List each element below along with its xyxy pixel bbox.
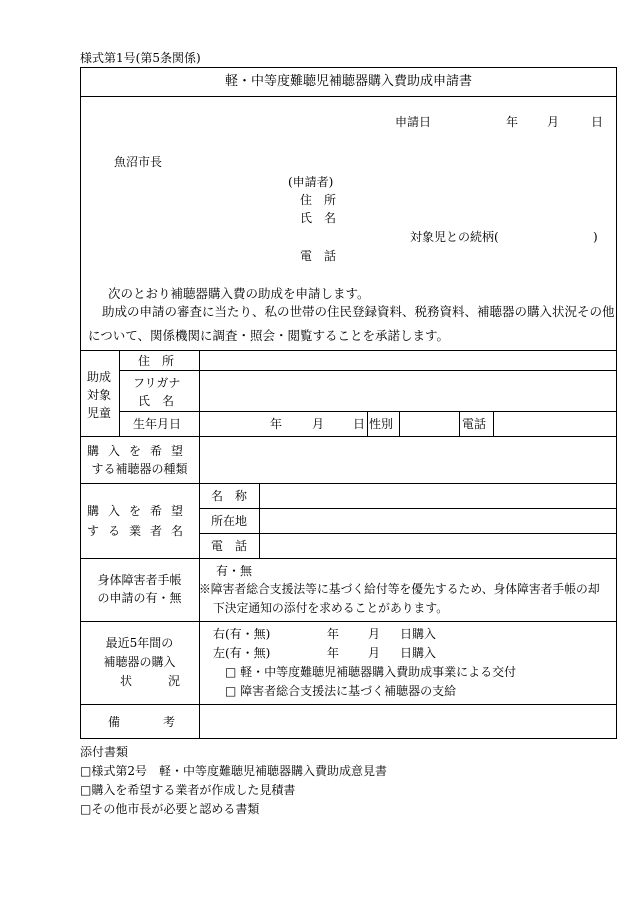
history-option-support-act[interactable]: □ 障害者総合支援法に基づく補聴器の支給: [225, 684, 457, 698]
remarks-label-a: 備: [108, 715, 121, 729]
vendor-name-field[interactable]: [260, 484, 616, 508]
relation-label: 対象児との続柄(: [410, 230, 499, 244]
child-group-label-3: 児童: [87, 406, 112, 420]
request-statement: 次のとおり補聴器購入費の助成を申請します。: [108, 286, 370, 301]
application-date-year-field[interactable]: [438, 110, 500, 130]
child-birth-year-field[interactable]: [200, 412, 266, 435]
child-group-label-2: 対象: [87, 388, 112, 402]
birth-day-unit: 日: [353, 417, 366, 431]
history-label-2: 補聴器の購入: [103, 655, 176, 669]
birth-year-unit: 年: [270, 417, 283, 431]
disability-label-1: 身体障害者手帳: [97, 573, 182, 587]
applicant-address-label: 住 所: [300, 193, 337, 207]
phone-divider-left: [459, 411, 460, 436]
addressee: 魚沼市長: [114, 155, 163, 169]
form-number: 様式第1号(第5条関係): [80, 51, 201, 65]
child-gender-label: 性別: [369, 417, 394, 431]
history-left-month-field[interactable]: [341, 643, 365, 661]
applicant-name-field[interactable]: [345, 206, 605, 224]
child-birth-day-field[interactable]: [326, 412, 350, 435]
history-left-year-unit: 年: [327, 646, 340, 660]
history-right-year-field[interactable]: [282, 624, 324, 642]
child-address-label: 住 所: [138, 354, 175, 368]
remarks-label-b: 考: [163, 715, 176, 729]
history-right-day-field[interactable]: [382, 624, 398, 642]
child-birth-month-field[interactable]: [284, 412, 308, 435]
history-label-1: 最近5年間の: [105, 636, 174, 650]
applicant-phone-field[interactable]: [345, 244, 605, 262]
disability-note-line2: 下決定通知の添付を求めることがあります。: [213, 601, 448, 615]
attachment-item-opinion[interactable]: □様式第2号 軽・中等度難聴児補聴器購入費助成意見書: [80, 764, 387, 778]
child-group-divider: [119, 350, 120, 436]
vendor-phone-label: 電 話: [211, 539, 248, 553]
child-phone-label: 電話: [462, 417, 487, 431]
vendor-location-label: 所在地: [211, 514, 248, 528]
device-type-field[interactable]: [200, 437, 616, 483]
title-divider: [80, 96, 617, 97]
vendor-location-field[interactable]: [260, 509, 616, 533]
gender-divider-left: [367, 411, 368, 436]
history-right-ear[interactable]: 右(有・無): [213, 627, 271, 641]
attachment-item-estimate[interactable]: □購入を希望する業者が作成した見積書: [80, 783, 296, 797]
history-left-purchased: 日購入: [400, 646, 437, 660]
child-address-field[interactable]: [200, 351, 616, 370]
attachment-item-other[interactable]: □その他市長が必要と認める書類: [80, 802, 260, 816]
device-type-label-1: 購入を希望: [86, 444, 192, 458]
history-label-3a: 状: [120, 674, 133, 688]
vendor-label-2: する業者名: [86, 524, 192, 538]
disability-choice[interactable]: 有・無: [216, 564, 253, 578]
application-date-month-field[interactable]: [520, 110, 544, 130]
history-left-day-field[interactable]: [382, 643, 398, 661]
history-label-3b: 況: [168, 674, 181, 688]
relation-field[interactable]: [518, 226, 590, 244]
disability-bottom: [80, 621, 617, 622]
applicant-address-field[interactable]: [345, 188, 605, 206]
attachments-heading: 添付書類: [80, 745, 129, 759]
vendor-phone-field[interactable]: [260, 534, 616, 558]
history-left-month-unit: 月: [368, 646, 381, 660]
history-right-month-field[interactable]: [341, 624, 365, 642]
child-name-label: 氏 名: [138, 394, 175, 408]
history-right-purchased: 日購入: [400, 627, 437, 641]
date-year-unit: 年: [506, 115, 519, 129]
birth-month-unit: 月: [312, 417, 325, 431]
form-title: 軽・中等度難聴児補聴器購入費助成申請書: [224, 74, 472, 89]
remarks-field[interactable]: [200, 705, 616, 738]
child-name-field[interactable]: [200, 371, 616, 411]
child-group-label-1: 助成: [87, 370, 112, 384]
date-month-unit: 月: [547, 115, 560, 129]
vendor-label-1: 購入を希望: [86, 504, 192, 518]
history-right-month-unit: 月: [368, 627, 381, 641]
history-left-year-field[interactable]: [282, 643, 324, 661]
disability-label-2: の申請の有・無: [97, 591, 182, 605]
history-option-subsidy[interactable]: □ 軽・中等度難聴児補聴器購入費助成事業による交付: [225, 665, 517, 679]
child-birth-label: 生年月日: [133, 417, 182, 431]
consent-statement: 助成の申請の審査に当たり、私の世帯の住民登録資料、税務資料、補聴器の購入状況その他について、関係機関に調査・照会・閲覧することを承諾します。: [88, 304, 615, 343]
history-right-year-unit: 年: [327, 627, 340, 641]
child-phone-field[interactable]: [494, 412, 616, 435]
vendor-name-label: 名 称: [211, 489, 248, 503]
date-day-unit: 日: [591, 115, 604, 129]
applicant-name-label: 氏 名: [300, 211, 337, 225]
vendor-bottom: [80, 558, 617, 559]
applicant-phone-label: 電 話: [300, 249, 337, 263]
disability-note-line1: ※障害者総合支援法等に基づく給付等を優先するため、身体障害者手帳の却: [199, 582, 600, 596]
application-date-day-field[interactable]: [560, 110, 588, 130]
child-furigana-label: フリガナ: [133, 376, 181, 390]
applicant-header: (申請者): [288, 175, 334, 189]
history-left-ear[interactable]: 左(有・無): [213, 646, 271, 660]
relation-close: ): [593, 230, 598, 244]
application-date-label: 申請日: [395, 115, 432, 129]
device-type-label-2: する補聴器の種類: [91, 462, 188, 476]
child-gender-field[interactable]: [400, 412, 458, 435]
